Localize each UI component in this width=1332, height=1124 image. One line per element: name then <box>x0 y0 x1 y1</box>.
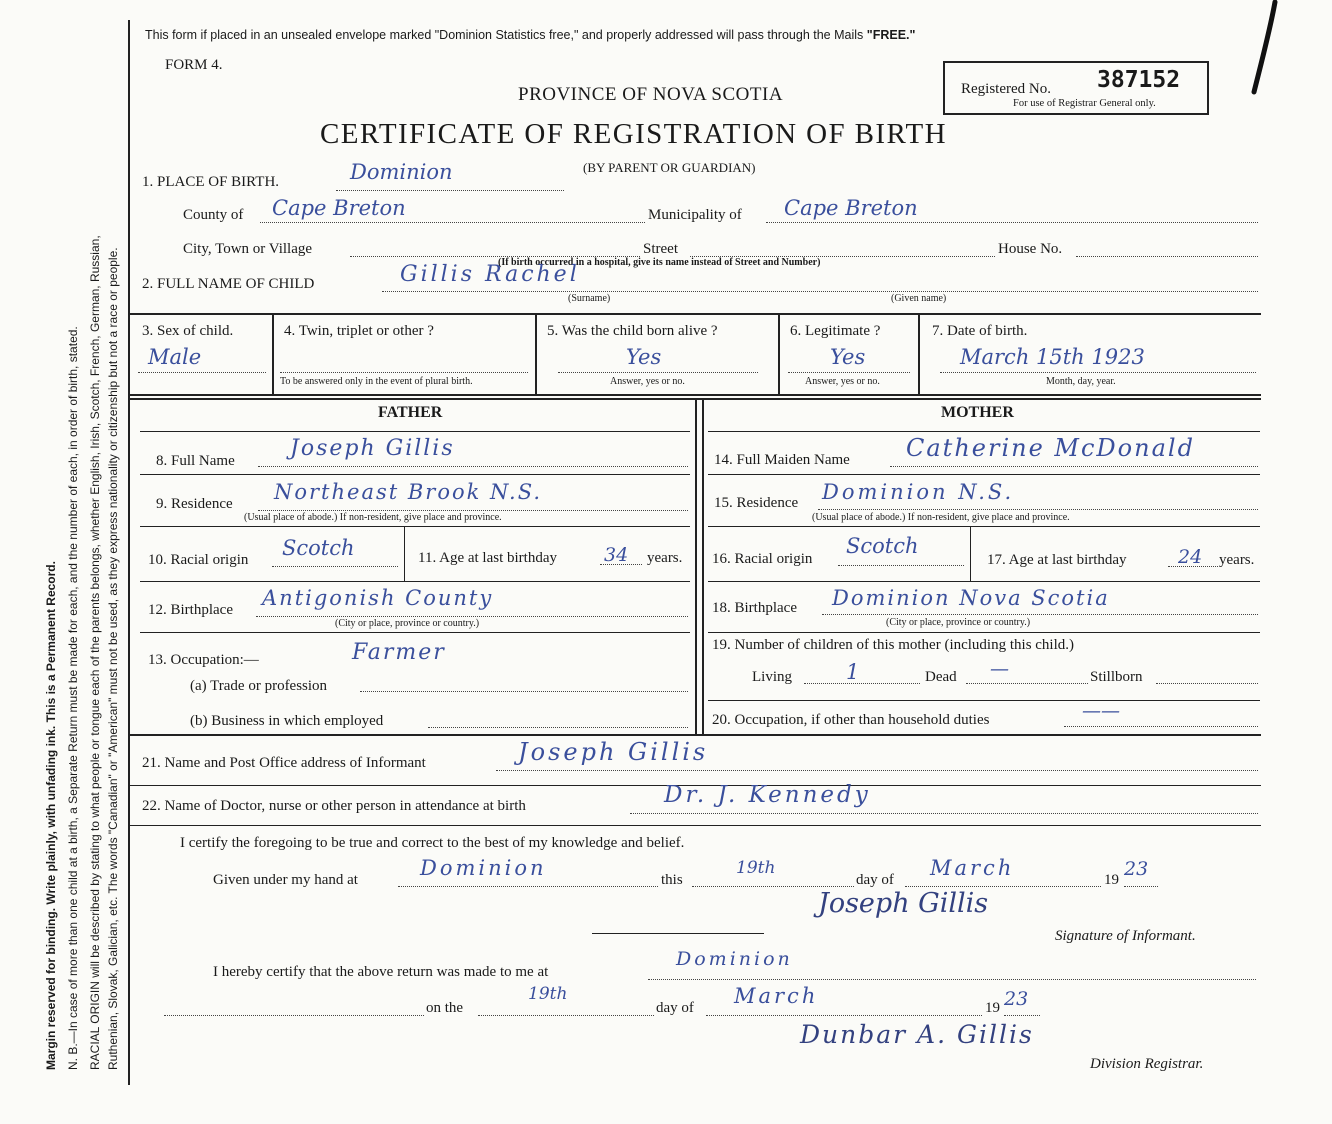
mother-birthplace-value: Dominion Nova Scotia <box>832 586 1110 610</box>
house-line <box>1076 256 1258 257</box>
registration-label: Registered No. <box>961 81 1051 97</box>
registrar-signature: Dunbar A. Gillis <box>800 1020 1034 1049</box>
father-name-value: Joseph Gillis <box>290 436 455 461</box>
father-birthplace-label: 12. Birthplace <box>148 602 233 618</box>
registration-box <box>943 61 1209 115</box>
left-border <box>128 20 130 1085</box>
dotted-line <box>428 727 688 728</box>
margin-note-2: N. B.—In case of more than one child at a birth, a Separate Return must be made for each, and the number of each, in order of birth, stated. <box>66 326 80 1070</box>
father-name-label: 8. Full Name <box>156 453 235 469</box>
father-residence-label: 9. Residence <box>156 496 233 512</box>
mother-age-label: 17. Age at last birthday <box>987 552 1127 568</box>
divider <box>592 933 764 934</box>
divider <box>702 398 704 734</box>
margin-note-1: Margin reserved for binding. Write plainly, with unfading ink. This is a Permanent Record. <box>44 561 58 1070</box>
dotted-line <box>398 886 658 887</box>
father-residence-value: Northeast Brook N.S. <box>274 480 543 504</box>
legitimate-label: 6. Legitimate ? <box>790 323 881 339</box>
father-race-value: Scotch <box>282 536 355 560</box>
registrar-year-prefix: 19 <box>985 1000 1000 1016</box>
mother-residence-note: (Usual place of abode.) If non-resident, give place and province. <box>812 512 1070 523</box>
municipality-line <box>766 222 1258 223</box>
dob-label: 7. Date of birth. <box>932 323 1028 339</box>
ink-stroke-mark <box>1240 0 1280 100</box>
dotted-line <box>804 683 920 684</box>
twin-note: To be answered only in the event of plural birth. <box>280 376 473 387</box>
father-age-value: 34 <box>604 544 629 566</box>
mother-race-value: Scotch <box>846 534 919 558</box>
father-occupation-label: 13. Occupation:— <box>148 652 259 668</box>
doctor-label: 22. Name of Doctor, nurse or other person in attendance at birth <box>142 798 526 814</box>
year-value: 23 <box>1124 858 1149 880</box>
divider <box>535 313 537 394</box>
child-name-line <box>382 291 1258 292</box>
year-prefix: 19 <box>1104 872 1119 888</box>
mail-notice: This form if placed in an unsealed envelope marked "Dominion Statistics free," and properly addressed will pass through the Mails "FREE." <box>145 28 916 42</box>
dotted-line <box>648 979 1256 980</box>
dob-line <box>940 372 1256 373</box>
mother-race-label: 16. Racial origin <box>712 551 813 567</box>
children-count-label: 19. Number of children of this mother (including this child.) <box>712 637 1075 653</box>
father-race-label: 10. Racial origin <box>148 552 249 568</box>
child-name-value: Gillis Rachel <box>400 262 580 287</box>
street-label: Street <box>643 241 678 257</box>
row3-bottom-rule <box>128 394 1261 396</box>
place-of-birth-label: 1. PLACE OF BIRTH. <box>142 174 280 190</box>
living-value: 1 <box>846 660 860 684</box>
dotted-line <box>818 509 1258 510</box>
dotted-line <box>966 683 1088 684</box>
signature-of-informant-label: Signature of Informant. <box>1055 928 1196 944</box>
born-alive-line <box>558 372 758 373</box>
mother-age-unit: years. <box>1219 552 1255 568</box>
municipality-value: Cape Breton <box>784 196 918 220</box>
divider <box>970 526 971 581</box>
divider <box>404 526 405 581</box>
registration-note: For use of Registrar General only. <box>1013 98 1156 109</box>
dotted-line <box>258 510 688 511</box>
born-alive-value: Yes <box>626 345 662 369</box>
divider <box>140 632 690 633</box>
registrar-day-of-label: day of <box>656 1000 694 1016</box>
father-age-label: 11. Age at last birthday <box>418 550 557 566</box>
father-residence-note: (Usual place of abode.) If non-resident, give place and province. <box>244 512 502 523</box>
dotted-line <box>496 770 1258 771</box>
month-value: March <box>930 856 1015 880</box>
dotted-line <box>822 614 1258 615</box>
informant-label: 21. Name and Post Office address of Informant <box>142 755 426 771</box>
legitimate-value: Yes <box>830 345 866 369</box>
registrar-day-value: 19th <box>528 984 568 1004</box>
stillborn-label: Stillborn <box>1090 669 1143 685</box>
mother-occupation-label: 20. Occupation, if other than household duties <box>712 712 990 728</box>
informant-value: Joseph Gillis <box>518 738 709 766</box>
dotted-line <box>1064 726 1258 727</box>
born-alive-label: 5. Was the child born alive ? <box>547 323 718 339</box>
father-heading: FATHER <box>378 404 443 421</box>
dob-value: March 15th 1923 <box>960 345 1145 369</box>
divider <box>140 526 690 527</box>
mother-heading: MOTHER <box>941 404 1014 421</box>
municipality-label: Municipality of <box>648 207 742 223</box>
divider <box>140 431 690 432</box>
divider <box>128 734 1261 736</box>
living-label: Living <box>752 669 792 685</box>
father-trade-label: (a) Trade or profession <box>190 678 328 694</box>
dotted-line <box>272 566 398 567</box>
day-of-label: day of <box>856 872 894 888</box>
divider <box>128 825 1261 826</box>
city-label: City, Town or Village <box>183 241 313 257</box>
dead-value: — <box>990 658 1009 680</box>
place-of-birth-line <box>336 190 564 191</box>
given-place-value: Dominion <box>420 856 547 880</box>
dotted-line <box>1004 1015 1040 1016</box>
dotted-line <box>258 466 688 467</box>
dotted-line <box>360 691 688 692</box>
divider <box>708 526 1260 527</box>
born-alive-note: Answer, yes or no. <box>610 376 685 387</box>
mother-name-label: 14. Full Maiden Name <box>714 452 850 468</box>
father-age-unit: years. <box>647 550 683 566</box>
divider <box>918 313 920 394</box>
divider <box>708 700 1260 701</box>
legitimate-line <box>788 372 910 373</box>
dotted-line <box>905 886 1101 887</box>
mother-occupation-value: —— <box>1082 700 1120 722</box>
hospital-note: (If birth occurred in a hospital, give its name instead of Street and Number) <box>498 257 821 268</box>
county-label: County of <box>183 207 244 223</box>
divider <box>708 581 1260 582</box>
sex-label: 3. Sex of child. <box>142 323 234 339</box>
registrar-statement: I hereby certify that the above return was made to me at <box>213 964 549 980</box>
mother-residence-value: Dominion N.S. <box>822 480 1015 504</box>
mother-age-value: 24 <box>1178 546 1203 568</box>
this-label: this <box>661 872 683 888</box>
father-birthplace-value: Antigonish County <box>262 586 494 610</box>
certify-statement: I certify the foregoing to be true and correct to the best of my knowledge and belief. <box>180 835 685 851</box>
county-line <box>260 222 645 223</box>
given-name-note: (Given name) <box>891 293 947 304</box>
this-day-value: 19th <box>736 858 776 878</box>
mother-residence-label: 15. Residence <box>714 495 799 511</box>
divider <box>272 313 274 394</box>
given-under-hand-label: Given under my hand at <box>213 872 358 888</box>
county-value: Cape Breton <box>272 196 406 220</box>
divider <box>708 474 1260 475</box>
division-registrar-label: Division Registrar. <box>1090 1056 1204 1072</box>
father-birthplace-note: (City or place, province or country.) <box>335 618 480 629</box>
dotted-line <box>890 466 1258 467</box>
certificate-title: CERTIFICATE OF REGISTRATION OF BIRTH <box>320 118 947 150</box>
certificate-subtitle: (BY PARENT OR GUARDIAN) <box>583 160 756 175</box>
divider <box>778 313 780 394</box>
informant-signature: Joseph Gillis <box>818 888 989 919</box>
margin-note-3: RACIAL ORIGIN will be described by stating to what people or tongue each of the parents belongs, whether English, Irish, Scotch, French, German, Russian, <box>88 235 102 1070</box>
divider <box>140 474 690 475</box>
margin-note-4: Ruthenian, Slovak, Galician, etc. The words "Canadian" or "American" must not be used, as they express nationality or citizenship but not a race or people. <box>106 247 120 1070</box>
dotted-line <box>706 1015 982 1016</box>
registration-number: 387152 <box>1097 67 1181 93</box>
place-of-birth-value: Dominion <box>350 160 453 184</box>
father-business-label: (b) Business in which employed <box>190 713 384 729</box>
dotted-line <box>1124 886 1158 887</box>
sex-line <box>138 372 266 373</box>
sex-value: Male <box>148 345 202 369</box>
registrar-year-value: 23 <box>1004 988 1029 1010</box>
dotted-line <box>256 616 688 617</box>
house-label: House No. <box>998 241 1063 257</box>
dotted-line <box>630 813 1258 814</box>
divider <box>695 398 697 734</box>
form-number: FORM 4. <box>165 57 223 73</box>
dotted-line <box>1156 683 1258 684</box>
dead-label: Dead <box>925 669 957 685</box>
doctor-value: Dr. J. Kennedy <box>664 782 871 808</box>
divider <box>140 581 690 582</box>
divider <box>708 632 1260 633</box>
dob-note: Month, day, year. <box>1046 376 1116 387</box>
divider <box>708 431 1260 432</box>
father-occupation-value: Farmer <box>352 640 446 665</box>
surname-note: (Surname) <box>568 293 611 304</box>
twin-label: 4. Twin, triplet or other ? <box>284 323 434 339</box>
mother-birthplace-note: (City or place, province or country.) <box>886 617 1031 628</box>
twin-line <box>280 372 528 373</box>
dotted-line <box>164 1015 424 1016</box>
registrar-place-value: Dominion <box>676 948 793 970</box>
mother-birthplace-label: 18. Birthplace <box>712 600 797 616</box>
row3-top-rule <box>128 313 1261 315</box>
mother-name-value: Catherine McDonald <box>906 434 1195 462</box>
dotted-line <box>692 886 854 887</box>
dotted-line <box>478 1015 654 1016</box>
legitimate-note: Answer, yes or no. <box>805 376 880 387</box>
registrar-month-value: March <box>734 984 819 1008</box>
province-heading: PROVINCE OF NOVA SCOTIA <box>518 84 784 105</box>
dotted-line <box>838 565 964 566</box>
child-name-label: 2. FULL NAME OF CHILD <box>142 276 315 292</box>
on-the-label: on the <box>426 1000 464 1016</box>
